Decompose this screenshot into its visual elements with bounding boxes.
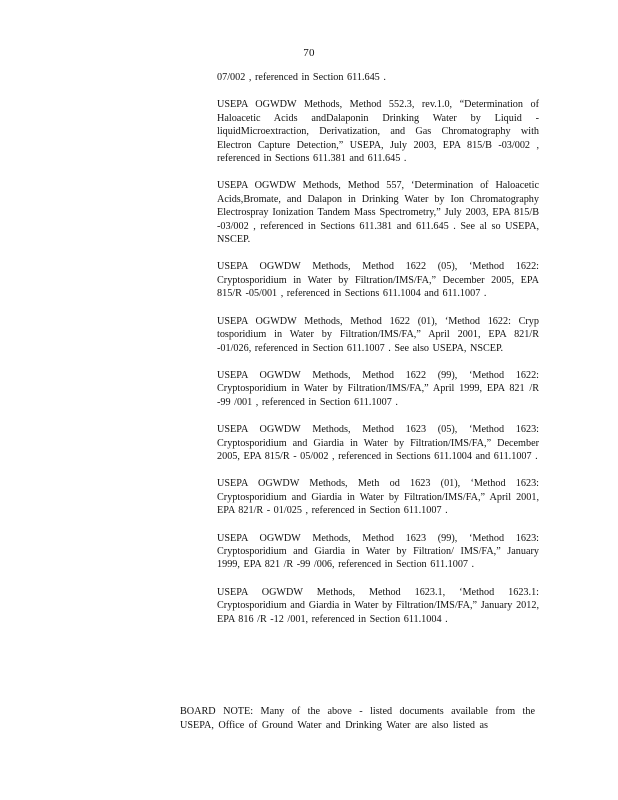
reference-entry: USEPA OGWDW Methods, Meth od 1623 (01), ‘Method 1623: Cryptosporidium and Giardia in Water by Filtration/IMS/FA,” April 2001, EPA 821/R - 01/025 , referenced in Section 611.1007 . — [217, 478, 539, 517]
reference-entry: USEPA OGWDW Methods, Method 1622 (99), ‘Method 1622: Cryptosporidium in Water by Filtration/IMS/FA,” April 1999, EPA 821 /R -99 /001 , referenced in Section 611.1007 . — [217, 369, 539, 408]
reference-entry: USEPA OGWDW Methods, Method 552.3, rev.1.0, “Determination of Haloacetic Acids andDalaponin Drinking Water by Liquid -liquidMicroextraction, Derivatization, and Gas Chromatography with Electron Capture Detection,” USEPA, July 2003, EPA 815/B -03/002 , referenced in Sections 611.381 and 611.645 . — [217, 99, 539, 165]
reference-entry: USEPA OGWDW Methods, Method 1623 (99), ‘Method 1623: Cryptosporidium and Giardia in Water by Filtration/ IMS/FA,” January 1999, EPA 821 /R -99 /006, referenced in Section 611.1007 . — [217, 532, 539, 571]
reference-entry: USEPA OGWDW Methods, Method 1623.1, ‘Method 1623.1: Cryptosporidium and Giardia in Water by Filtration/IMS/FA,” January 2012, EPA 816 /R -12 /001, referenced in Section 611.1004 . — [217, 586, 539, 625]
reference-entry: 07/002 , referenced in Section 611.645 . — [217, 72, 386, 83]
reference-entry: USEPA OGWDW Methods, Method 1622 (05), ‘Method 1622: Cryptosporidium in Water by Filtration/IMS/FA,” December 2005, EPA 815/R -05/001 , referenced in Sections 611.1004 and 611.1007 . — [217, 261, 539, 300]
reference-entry: USEPA OGWDW Methods, Method 1623 (05), ‘Method 1623: Cryptosporidium and Giardia in Water by Filtration/IMS/FA,” December 2005, EPA 815/R - 05/002 , referenced in Sections 611.1004 and 611.1007 . — [217, 424, 539, 462]
reference-entry: USEPA OGWDW Methods, Method 557, ‘Determination of Haloacetic Acids,Bromate, and Dalapon in Drinking Water by Ion Chromatography Electrospray Ionization Tandem Mass Spectrometry,” July 2003, EPA 815/B -03/002 , referenced in Sections 611.381 and 611.645 . See al so USEPA, NSCEP. — [217, 180, 539, 246]
reference-entry: USEPA OGWDW Methods, Method 1622 (01), ‘Method 1622: Cryp tosporidium in Water by Filtration/IMS/FA,” April 2001, EPA 821/R -01/026, referenced in Section 611.1007 . See also USEPA, NSCEP. — [217, 315, 539, 354]
reference-list — [217, 71, 539, 640]
board-note: BOARD NOTE: Many of the above - listed documents available from the USEPA, Office of Ground Water and Drinking Water are also listed as — [180, 706, 535, 731]
page-number: 70 — [303, 47, 315, 59]
